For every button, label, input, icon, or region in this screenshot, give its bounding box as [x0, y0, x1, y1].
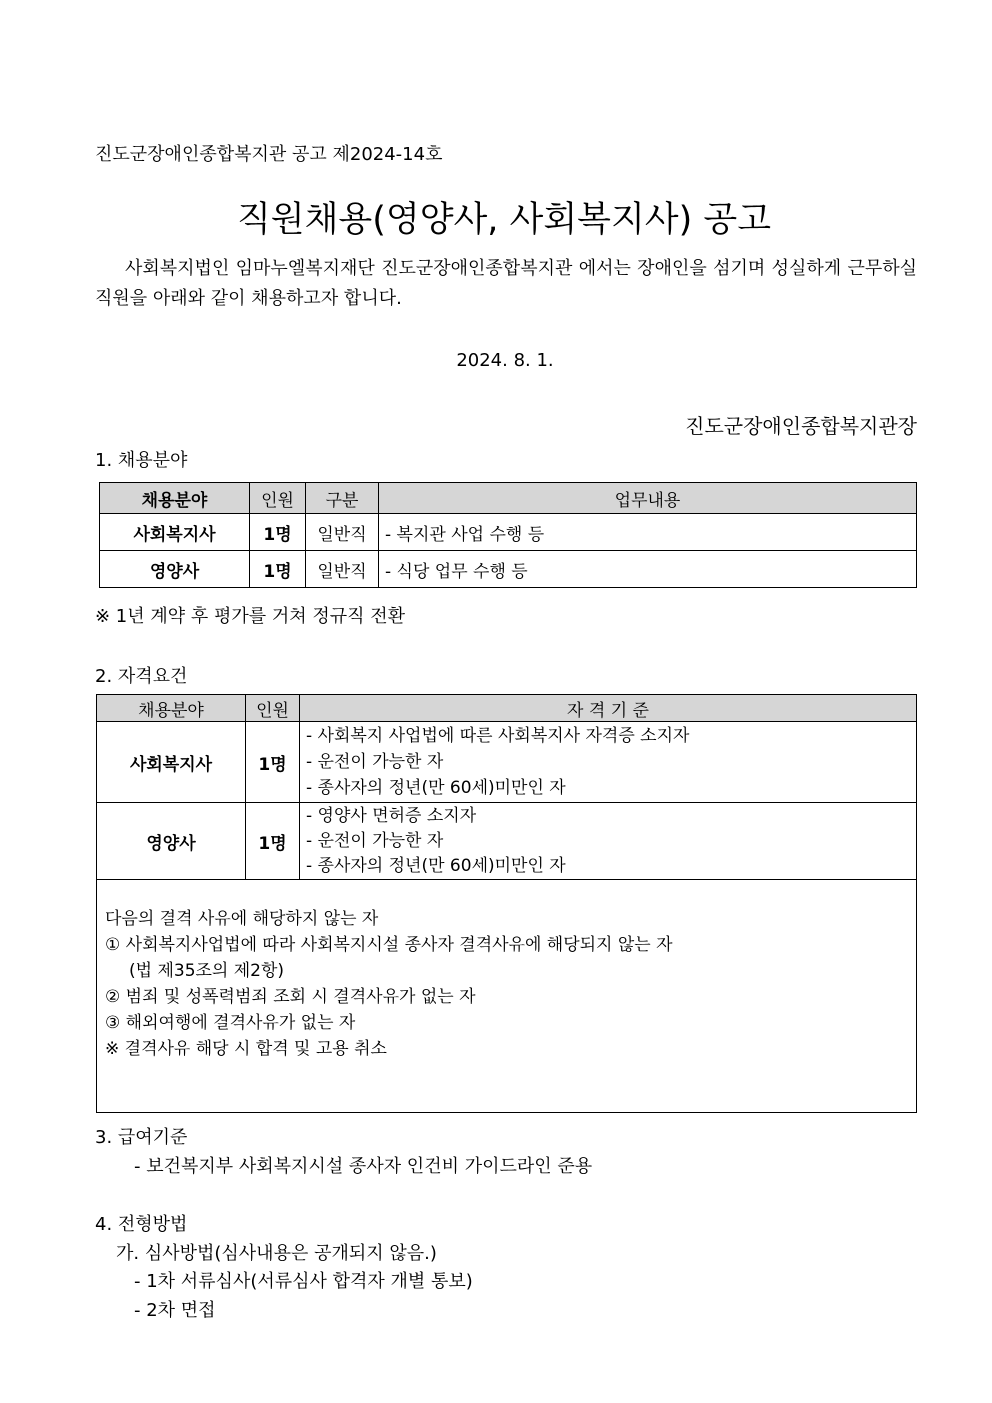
header-type: 구분: [306, 483, 379, 514]
disqualification-cell: [97, 880, 917, 1113]
disqualification-row: [97, 880, 917, 1113]
qual-item: - 종사자의 정년(만 60세)미만인 자: [306, 855, 566, 876]
qual-item: - 운전이 가능한 자: [306, 752, 444, 772]
count-cell: 1명: [246, 722, 300, 803]
contract-note: ※ 1년 계약 후 평가를 거쳐 정규직 전환: [95, 606, 406, 627]
screening-step: - 2차 면접: [134, 1300, 216, 1321]
intro-paragraph: 사회복지법인 임마누엘복지재단 진도군장애인종합복지관 에서는 장애인을 섬기며 성실하게 근무하실 직원을 아래와 같이 채용하고자 합니다.: [95, 258, 917, 309]
document-title: 직원채용(영양사, 사회복지사) 공고: [236, 200, 772, 240]
header-quals: 자 격 기 준: [300, 695, 917, 722]
qual-item: - 종사자의 정년(만 60세)미만인 자: [306, 778, 566, 798]
disqualification-item: ① 사회복지사업법에 따라 사회복지시설 종사자 결격사유에 해당되지 않는 자: [105, 935, 673, 955]
table-row: [100, 514, 917, 551]
quals-cell: [300, 722, 917, 803]
header-duty: 업무내용: [379, 483, 917, 514]
count-cell: 1명: [246, 803, 300, 880]
duty-cell: - 복지관 사업 수행 등: [379, 514, 917, 551]
table-row: [97, 722, 917, 803]
disqualification-item-sub: (법 제35조의 제2항): [129, 961, 285, 981]
header-count: 인원: [250, 483, 306, 514]
header-count: 인원: [246, 695, 300, 722]
section3-heading: 3. 급여기준: [95, 1127, 188, 1148]
field-cell: 영양사: [100, 551, 250, 588]
salary-line: - 보건복지부 사회복지시설 종사자 인건비 가이드라인 준용: [134, 1156, 593, 1177]
duty-cell: - 식당 업무 수행 등: [379, 551, 917, 588]
disqualification-intro: 다음의 결격 사유에 해당하지 않는 자: [105, 909, 379, 929]
notice-number: 진도군장애인종합복지관 공고 제2024-14호: [95, 144, 443, 165]
table-row: [100, 551, 917, 588]
count-cell: 1명: [250, 551, 306, 588]
field-cell: 사회복지사: [100, 514, 250, 551]
recruitment-field-table: [99, 482, 917, 588]
quals-cell: [300, 803, 917, 880]
type-cell: 일반직: [306, 514, 379, 551]
qual-item: - 사회복지 사업법에 따른 사회복지사 자격증 소지자: [306, 726, 690, 746]
count-cell: 1명: [250, 514, 306, 551]
section1-heading: 1. 채용분야: [95, 450, 188, 471]
disqualification-note: ※ 결격사유 해당 시 합격 및 고용 취소: [105, 1039, 387, 1059]
qualification-table: [96, 694, 917, 1113]
disqualification-item: ② 범죄 및 성폭력범죄 조회 시 결격사유가 없는 자: [105, 987, 476, 1007]
field-cell: 사회복지사: [97, 722, 246, 803]
table-header-row: [97, 695, 917, 722]
type-cell: 일반직: [306, 551, 379, 588]
disqualification-item: ③ 해외여행에 결격사유가 없는 자: [105, 1013, 356, 1033]
screening-step: - 1차 서류심사(서류심사 합격자 개별 통보): [134, 1271, 473, 1292]
qual-item: - 영양사 면허증 소지자: [306, 805, 477, 826]
header-field: 채용분야: [100, 483, 250, 514]
section4-heading: 4. 전형방법: [95, 1214, 188, 1235]
signer: 진도군장애인종합복지관장: [685, 414, 917, 438]
notice-date: 2024. 8. 1.: [456, 350, 554, 371]
table-header-row: [100, 483, 917, 514]
section2-heading: 2. 자격요건: [95, 666, 188, 687]
table-row: [97, 803, 917, 880]
header-field: 채용분야: [97, 695, 246, 722]
field-cell: 영양사: [97, 803, 246, 880]
qual-item: - 운전이 가능한 자: [306, 830, 444, 851]
screening-method: 가. 심사방법(심사내용은 공개되지 않음.): [116, 1243, 437, 1264]
